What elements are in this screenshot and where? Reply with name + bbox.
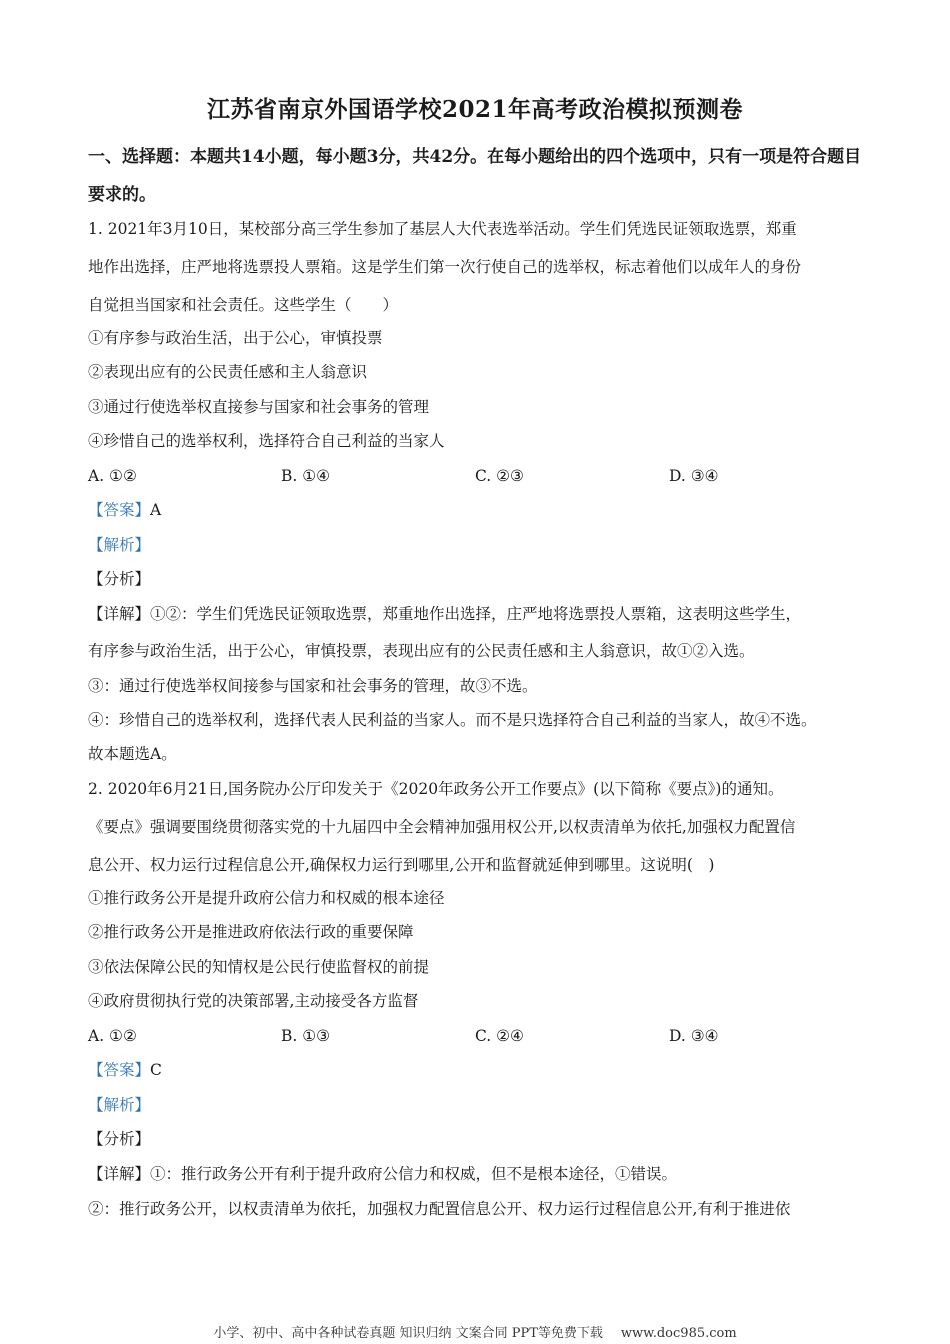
- q2-detail-line-2: ②：推行政务公开，以权责清单为依托，加强权力配置信息公开、权力运行过程信息公开,有利于推进依: [88, 1200, 791, 1218]
- q2-analysis-tag: 【解析】: [88, 1096, 151, 1114]
- answer-tag: 【答案】: [88, 1061, 151, 1079]
- q1-detail-line-2: 有序参与政治生活，出于公心，审慎投票，表现出应有的公民责任感和主人翁意识，故①②入选。: [88, 642, 755, 660]
- q2-stem-line-3: 息公开、权力运行过程信息公开,确保权力运行到哪里,公开和监督就延伸到哪里。这说明( ): [88, 856, 715, 874]
- q2-item-1: ①推行政务公开是提升政府公信力和权威的根本途径: [88, 889, 445, 907]
- answer-tag: 【答案】: [88, 501, 151, 519]
- q1-item-2: ②表现出应有的公民责任感和主人翁意识: [88, 363, 368, 381]
- q2-item-4: ④政府贯彻执行党的决策部署,主动接受各方监督: [88, 992, 419, 1010]
- q2-fenxi: 【分析】: [88, 1130, 151, 1148]
- q1-option-b: B. ①④: [281, 467, 331, 485]
- q1-detail-line-4: ④：珍惜自己的选举权利，选择代表人民利益的当家人。而不是只选择符合自己利益的当家人，故④不选。: [88, 711, 817, 729]
- q1-stem-line-2: 地作出选择，庄严地将选票投人票箱。这是学生们第一次行使自己的选举权，标志着他们以成年人的身份: [88, 258, 802, 276]
- page-title: 江苏省南京外国语学校2021年高考政治模拟预测卷: [206, 96, 743, 123]
- q1-stem-line-1: 1. 2021年3月10日，某校部分高三学生参加了基层人大代表选举活动。学生们凭选民证领取选票，郑重: [88, 220, 797, 238]
- q1-option-c: C. ②③: [475, 467, 524, 485]
- q2-stem-line-2: 《要点》强调要围绕贯彻落实党的十九届四中全会精神加强用权公开,以权责清单为依托,加强权力配置信: [88, 818, 796, 836]
- q1-stem-line-3: 自觉担当国家和社会责任。这些学生（ ）: [88, 296, 399, 314]
- q1-option-a: A. ①②: [88, 467, 137, 485]
- footer-site-link[interactable]: www.doc985.com: [620, 1326, 737, 1341]
- q1-option-d: D. ③④: [669, 467, 719, 485]
- q2-detail-line-1: 【详解】①：推行政务公开有利于提升政府公信力和权威，但不是根本途径，①错误。: [88, 1165, 678, 1183]
- q1-detail-line-1: 【详解】①②：学生们凭选民证领取选票，郑重地作出选择，庄严地将选票投人票箱，这表明这些学生，: [88, 605, 802, 623]
- q1-detail-line-3: ③：通过行使选举权间接参与国家和社会事务的管理，故③不选。: [88, 677, 538, 695]
- q1-analysis-tag: 【解析】: [88, 536, 151, 554]
- q2-item-2: ②推行政务公开是推进政府依法行政的重要保障: [88, 923, 414, 941]
- q2-option-a: A. ①②: [88, 1027, 137, 1045]
- q2-stem-line-1: 2. 2020年6月21日,国务院办公厅印发关于《2020年政务公开工作要点》(以下简称《要点》)的通知。: [88, 780, 784, 798]
- q1-item-4: ④珍惜自己的选举权利，选择符合自己利益的当家人: [88, 432, 445, 450]
- page-footer: [0, 1322, 950, 1341]
- q1-detail-line-5: 故本题选A。: [88, 745, 177, 763]
- answer-value: A: [150, 501, 162, 519]
- q1-item-3: ③通过行使选举权直接参与国家和社会事务的管理: [88, 398, 430, 416]
- section-heading: 一、选择题：本题共14小题，每小题3分，共42分。在每小题给出的四个选项中，只有一项是符合题目要求的。: [88, 147, 862, 205]
- q2-option-b: B. ①③: [281, 1027, 331, 1045]
- q1-answer: [88, 499, 161, 521]
- q2-answer: [88, 1059, 162, 1081]
- q2-option-d: D. ③④: [669, 1027, 719, 1045]
- q2-option-c: C. ②④: [475, 1027, 524, 1045]
- q1-fenxi: 【分析】: [88, 570, 151, 588]
- q1-item-1: ①有序参与政治生活，出于公心，审慎投票: [88, 329, 383, 347]
- q2-item-3: ③依法保障公民的知情权是公民行使监督权的前提: [88, 958, 430, 976]
- answer-value: C: [150, 1061, 162, 1079]
- footer-text: 小学、初中、高中各种试卷真题 知识归纳 文案合同 PPT等免费下载: [213, 1326, 603, 1341]
